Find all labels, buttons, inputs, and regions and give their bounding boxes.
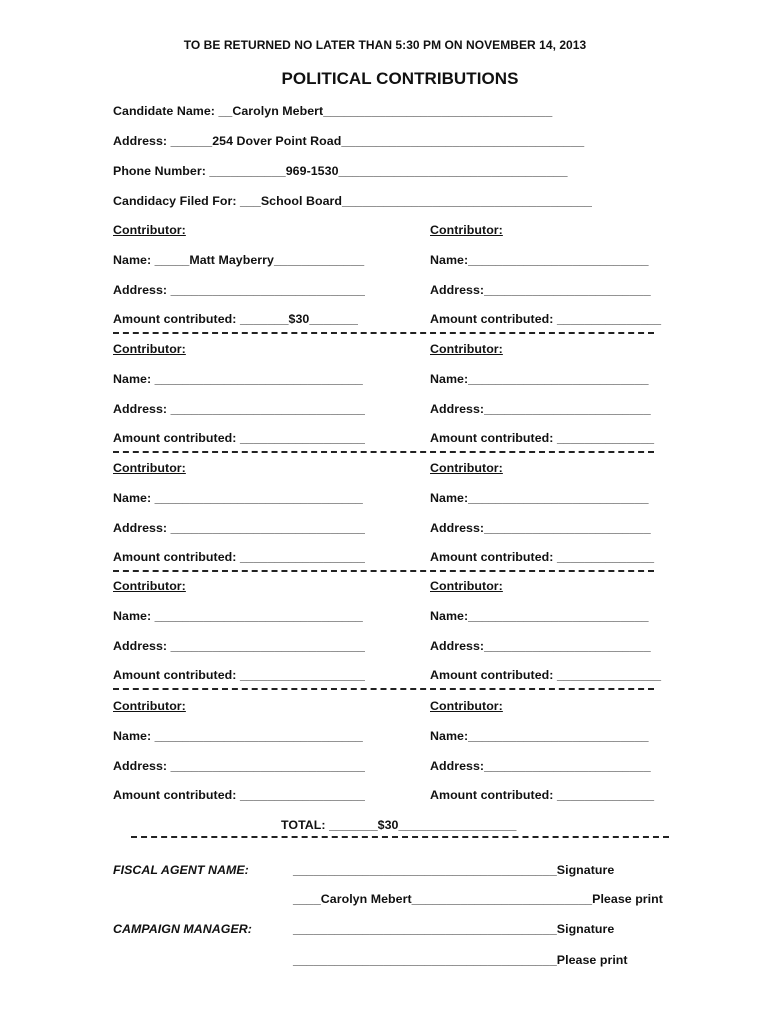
contributor-heading: Contributor: — [113, 223, 186, 237]
contributor-address-field: Address:________________________ — [430, 283, 651, 297]
contributor-amount-field: Amount contributed: __________________ — [113, 788, 365, 802]
phone-field: Phone Number: ___________969-1530_________________________________ — [113, 164, 568, 178]
contributor-name-field: Name:__________________________ — [430, 253, 649, 267]
contributor-address-field: Address: ____________________________ — [113, 402, 365, 416]
fiscal-agent-label: FISCAL AGENT NAME: — [113, 863, 249, 877]
candidacy-field: Candidacy Filed For: ___School Board____________________________________ — [113, 194, 592, 208]
contributor-amount-field: Amount contributed: ______________ — [430, 788, 655, 802]
contributor-amount-field: Amount contributed: ______________ — [430, 431, 655, 445]
contributor-name-field: Name: ______________________________ — [113, 372, 363, 386]
contributor-amount-field: Amount contributed: ______________ — [430, 550, 655, 564]
contributor-address-field: Address:________________________ — [430, 402, 651, 416]
contributor-amount-field: Amount contributed: __________________ — [113, 550, 365, 564]
contributor-heading: Contributor: — [113, 342, 186, 356]
contributor-address-field: Address:________________________ — [430, 521, 651, 535]
contributor-heading: Contributor: — [430, 223, 503, 237]
contributor-address-field: Address:________________________ — [430, 759, 651, 773]
campaign-manager-label: CAMPAIGN MANAGER: — [113, 922, 252, 936]
contributor-name-field: Name: ______________________________ — [113, 491, 363, 505]
candidate-name-field: Candidate Name: __Carolyn Mebert_________________________________ — [113, 104, 553, 118]
contributor-name-field: Name: ______________________________ — [113, 609, 363, 623]
contributor-address-field: Address: ____________________________ — [113, 639, 365, 653]
contributor-amount-field: Amount contributed: _______________ — [430, 668, 662, 682]
total-divider — [131, 836, 669, 838]
campaign-manager-print-line: ______________________________________Please print — [293, 953, 628, 967]
contributor-address-field: Address: ____________________________ — [113, 759, 365, 773]
total-field: TOTAL: _______$30_________________ — [281, 818, 517, 832]
contributor-amount-field: Amount contributed: _______$30_______ — [113, 312, 358, 326]
contributor-divider — [113, 332, 654, 334]
contributor-address-field: Address:________________________ — [430, 639, 651, 653]
page-title: POLITICAL CONTRIBUTIONS — [281, 69, 519, 88]
campaign-manager-signature-line: ______________________________________Signature — [293, 922, 615, 936]
contributor-heading: Contributor: — [430, 461, 503, 475]
contributor-amount-field: Amount contributed: __________________ — [113, 431, 365, 445]
contributor-heading: Contributor: — [430, 342, 503, 356]
contributor-divider — [113, 688, 654, 690]
fiscal-agent-print-line: ____Carolyn Mebert__________________________Please print — [293, 892, 663, 906]
address-field: Address: ______254 Dover Point Road___________________________________ — [113, 134, 585, 148]
contributor-heading: Contributor: — [113, 579, 186, 593]
contributor-heading: Contributor: — [113, 461, 186, 475]
contributor-name-field: Name:__________________________ — [430, 491, 649, 505]
contributor-name-field: Name: _____Matt Mayberry_____________ — [113, 253, 365, 267]
contributor-amount-field: Amount contributed: __________________ — [113, 668, 365, 682]
contributor-name-field: Name: ______________________________ — [113, 729, 363, 743]
contributor-heading: Contributor: — [113, 699, 186, 713]
contributor-heading: Contributor: — [430, 699, 503, 713]
contributor-address-field: Address: ____________________________ — [113, 521, 365, 535]
contributor-divider — [113, 451, 654, 453]
contributor-address-field: Address: ____________________________ — [113, 283, 365, 297]
contributor-amount-field: Amount contributed: _______________ — [430, 312, 662, 326]
header-deadline: TO BE RETURNED NO LATER THAN 5:30 PM ON NOVEMBER 14, 2013 — [183, 38, 587, 52]
contributor-divider — [113, 570, 654, 572]
fiscal-agent-signature-line: ______________________________________Signature — [293, 863, 615, 877]
contributor-heading: Contributor: — [430, 579, 503, 593]
contributor-name-field: Name:__________________________ — [430, 729, 649, 743]
contributor-name-field: Name:__________________________ — [430, 372, 649, 386]
contributor-name-field: Name:__________________________ — [430, 609, 649, 623]
